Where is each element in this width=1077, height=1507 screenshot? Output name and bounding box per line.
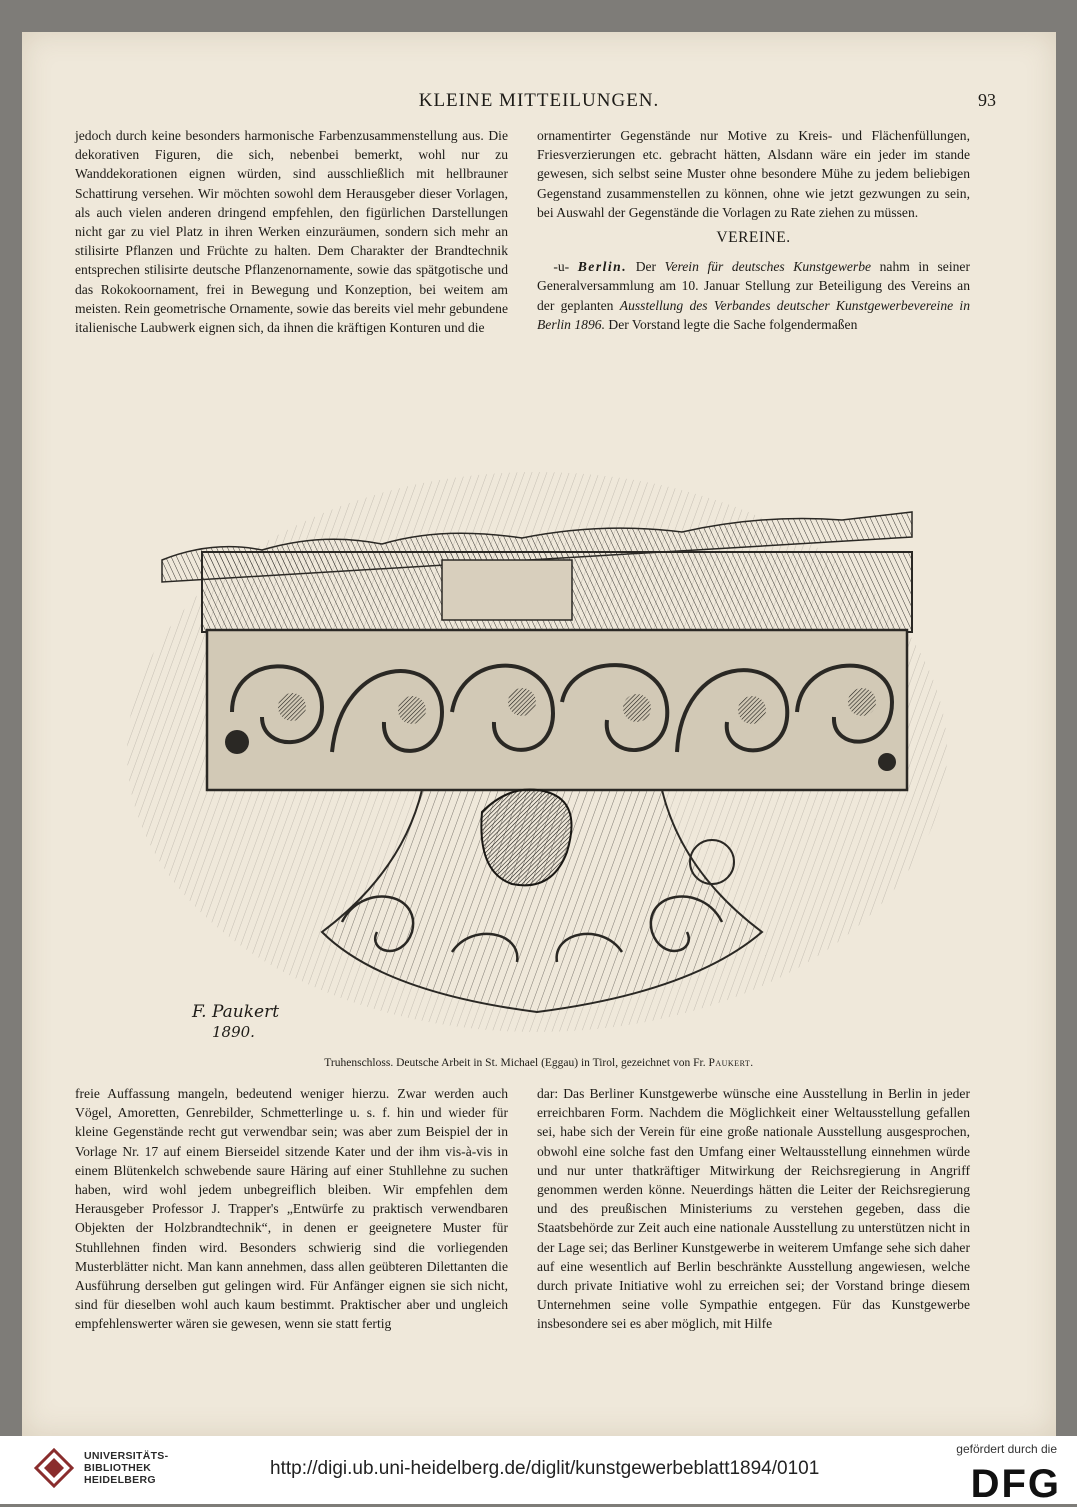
top-left-column xyxy=(75,126,508,337)
lock-knob-left xyxy=(225,730,249,754)
paragraph: jedoch durch keine besonders harmonische Farbenzusammenstellung aus. Die dekorativen Figuren, die sich, nebenbei bemerkt, wohl nur zu Wanddekorationen eignen würden, sind ausschließlich mit hellbrauner Schattirung versehen. Wir möchten sowohl dem Herausgeber dieser Vorlagen, als auch vielen anderen dringend empfehlen, den figürlichen Darstellungen nicht gar zu viel Platz in ihren Werken einzuräumen, sondern sich mehr an stilisirte Pflanzen und Früchte zu halten. Dem Charakter der Brandtechnik entsprechen stilisirte deutsche Pflanzenornamente, sowie das spätgotische und das Rokokoornament, frei in Bewegung und Konzeption, bei weitem am meisten. Rein geometrische Ornamente, sowie das bereits viel mehr gebundene italienische Laubwerk eignen sich, da ihnen die kräftigen Konturen und die xyxy=(75,128,508,336)
lock-upper-panel xyxy=(442,560,572,620)
bottom-left-column xyxy=(75,1084,508,1334)
paragraph: freie Auffassung mangeln, bedeutend weniger hierzu. Zwar werden auch Vögel, Amoretten, Genrebilder, Schmetterlinge u. s. f. hin und wieder für kleine Gegenstände recht gut verwendbar sein; was aber zum Beispiel der in Vorlage Nr. 17 auf einem Bierseidel sitzende Kater und der ihm vis-à-vis in einem Blütenkelch schwebende saure Häring auf einer Stuhllehne zu suchen haben, wird wohl jedem unbegreiflich bleiben. Wir empfehlen dem Herausgeber Professor J. Trapper's „Entwürfe zu praktisch verwendbaren Objekten der Holzbrandtechnik“, in denen er geeignetere Muster für Stuhllehnen finden wird. Besonders schwierig sind die vorliegenden Musterblätter nicht. Man kann annehmen, dass allen geübteren Dilettanten die Ausführung derselben gut gelingen wird. Für Anfänger eignen sie sich nicht, sind für dieselben wohl auch kaum bestimmt. Praktischer aber und ungleich empfehlenswerter wären sie gewesen, wenn sie statt fertig xyxy=(75,1086,508,1332)
lock-front-plate xyxy=(207,630,907,790)
lock-engraving-illustration xyxy=(122,452,952,1047)
italic-run: Verein für deutsches Kunstgewerbe xyxy=(664,259,872,275)
section-heading-vereine: VEREINE. xyxy=(716,229,791,247)
top-right-column xyxy=(537,126,970,334)
permalink-url[interactable]: http://digi.ub.uni-heidelberg.de/diglit/kunstgewerbeblatt1894/0101 xyxy=(270,1458,820,1479)
text-run: Der Vorstand legte die Sache folgendermaßen xyxy=(608,316,858,332)
running-header xyxy=(22,90,1056,114)
library-line: HEIDELBERG xyxy=(84,1474,156,1486)
vereine-paragraph xyxy=(537,257,970,334)
running-title: KLEINE MITTEILUNGEN. xyxy=(418,90,660,111)
dfg-logo: DFG xyxy=(970,1462,1061,1506)
caption-text: Truhenschloss. Deutsche Arbeit in St. Michael (Eggau) in Tirol, gezeichnet von Fr. xyxy=(324,1057,706,1069)
author-mark: -u- xyxy=(553,259,570,275)
page-number: 93 xyxy=(978,90,996,110)
italic-run: Ausstellung des Verbandes deutscher Kunstgewerbevereine in Berlin 1896. xyxy=(537,297,971,332)
scanned-page xyxy=(22,32,1056,1436)
figure-caption xyxy=(22,1057,1056,1069)
artist-signature: F. Paukert xyxy=(192,1002,280,1022)
bottom-right-column xyxy=(537,1084,970,1334)
text-run: nahm in seiner Generalversammlung am 10. Januar Stellung zur Beteiligung des Vereins an der geplanten xyxy=(537,259,970,313)
text-run: Der xyxy=(635,259,657,275)
library-line: BIBLIOTHEK xyxy=(84,1462,152,1474)
signature-date: 1890. xyxy=(212,1023,255,1041)
paragraph: dar: Das Berliner Kunstgewerbe wünsche eine Ausstellung in Berlin in jeder erreichbaren Form. Nachdem die Möglichkeit einer Weltausstellung gefallen sei, habe sich der Verein für eine große nationale Ausstellung ausgesprochen, obwohl eine solche fast den Umfang einer Weltausstellung einnehmen würde und nur unter thatkräftiger Mitwirkung der Reichsregierung in Angriff genommen werden könne. Neuerdings hätten die Leiter der Reichsregierung und des preußischen Ministeriums zu verstehen gegeben, dass die Staatsbehörde zur Zeit auch eine nationale Ausstellung zu unterstützen nicht in der Lage sei; das Berliner Kunstgewerbe in weiterem Umfange sehe sich daher auf eine wesentlich auf Berlin beschränkte Ausstellung angewiesen, welche durch private Initiative wohl zu erreichen sei; der Vorstand bringe diesem Unternehmen seine volle Sympathie entgegen. Für das Kunstgewerbe insbesondere sei es aber möglich, mit Hilfe xyxy=(537,1086,970,1332)
city-heading: Berlin. xyxy=(577,259,628,275)
digitization-footer xyxy=(0,1436,1077,1504)
funder-label: gefördert durch die xyxy=(956,1442,1057,1456)
paragraph: ornamentirter Gegenstände nur Motive zu Kreis- und Flächenfüllungen, Friesverzierungen etc. gebracht hätten, Alsdann wäre ein jeder im stande gewesen, sich selbst seine Muster ohne besondere Mühe zu jedem beliebigen Gegenstand zusammenstellen zu können, ohne wie jetzt gezwungen zu sein, bei Auswahl der Gegenstände die Vorlagen zu Rate ziehen zu müssen. xyxy=(537,128,970,220)
caption-author: Paukert. xyxy=(708,1057,754,1069)
library-line: UNIVERSITÄTS- xyxy=(84,1450,169,1462)
library-name xyxy=(84,1450,168,1486)
lock-knob-right xyxy=(878,753,896,771)
university-library-logo-icon xyxy=(32,1446,76,1490)
engraving-truhenschloss xyxy=(122,452,952,1047)
